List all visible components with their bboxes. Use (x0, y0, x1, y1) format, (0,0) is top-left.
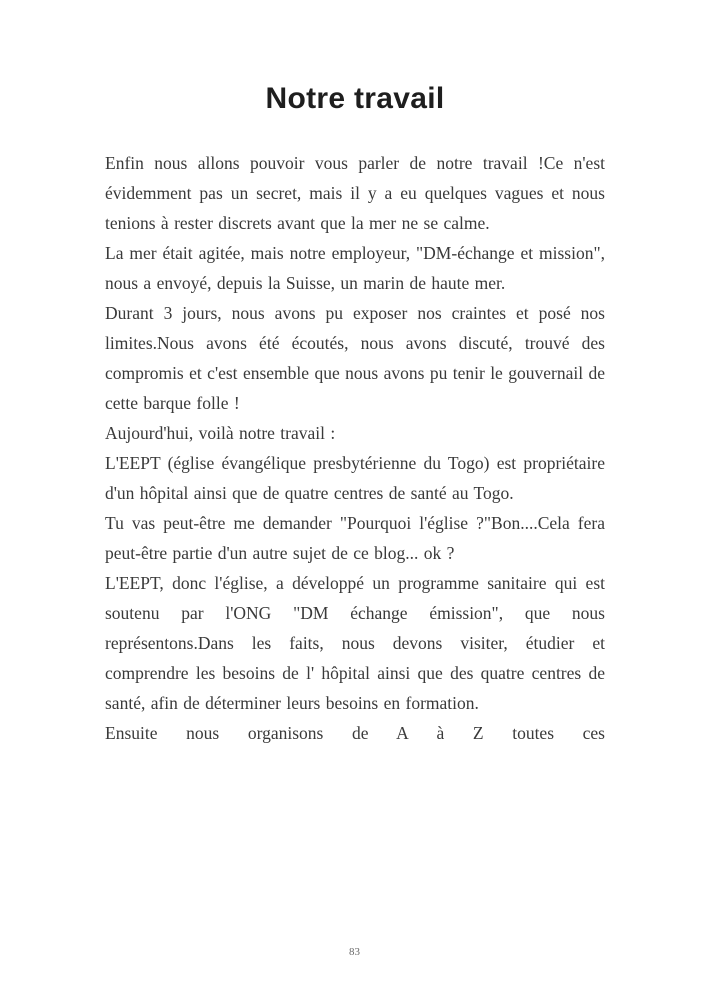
paragraph: L'EEPT (église évangélique presbytérienne du Togo) est propriétaire d'un hôpital ainsi que de quatre centres de santé au Togo. (105, 453, 605, 503)
paragraph: Ensuite nous organisons de A à Z toutes ces (105, 723, 605, 743)
page-title: Notre travail (265, 82, 445, 115)
page-number: 83 (349, 946, 360, 958)
paragraph: Durant 3 jours, nous avons pu exposer nos craintes et posé nos limites.Nous avons été écoutés, nous avons discuté, trouvé des compromis et c'est ensemble que nous avons pu tenir le gouvernail de cette barque folle ! (105, 303, 605, 413)
page-body (105, 148, 605, 748)
paragraph: Aujourd'hui, voilà notre travail : (105, 423, 336, 443)
paragraph: L'EEPT, donc l'église, a développé un programme sanitaire qui est soutenu par l'ONG "DM échange émission", que nous représentons.Dans les faits, nous devons visiter, étudier et comprendre les besoins de l' hôpital ainsi que des quatre centres de santé, afin de déterminer leurs besoins en formation. (105, 573, 605, 713)
paragraph: Tu vas peut-être me demander "Pourquoi l'église ?"Bon....Cela fera peut-être partie d'un autre sujet de ce blog... ok ? (105, 513, 605, 563)
paragraph: Enfin nous allons pouvoir vous parler de notre travail !Ce n'est évidemment pas un secret, mais il y a eu quelques vagues et nous tenions à rester discrets avant que la mer ne se calme. (105, 153, 605, 233)
paragraph: La mer était agitée, mais notre employeur, "DM-échange et mission", nous a envoyé, depuis la Suisse, un marin de haute mer. (105, 243, 605, 293)
